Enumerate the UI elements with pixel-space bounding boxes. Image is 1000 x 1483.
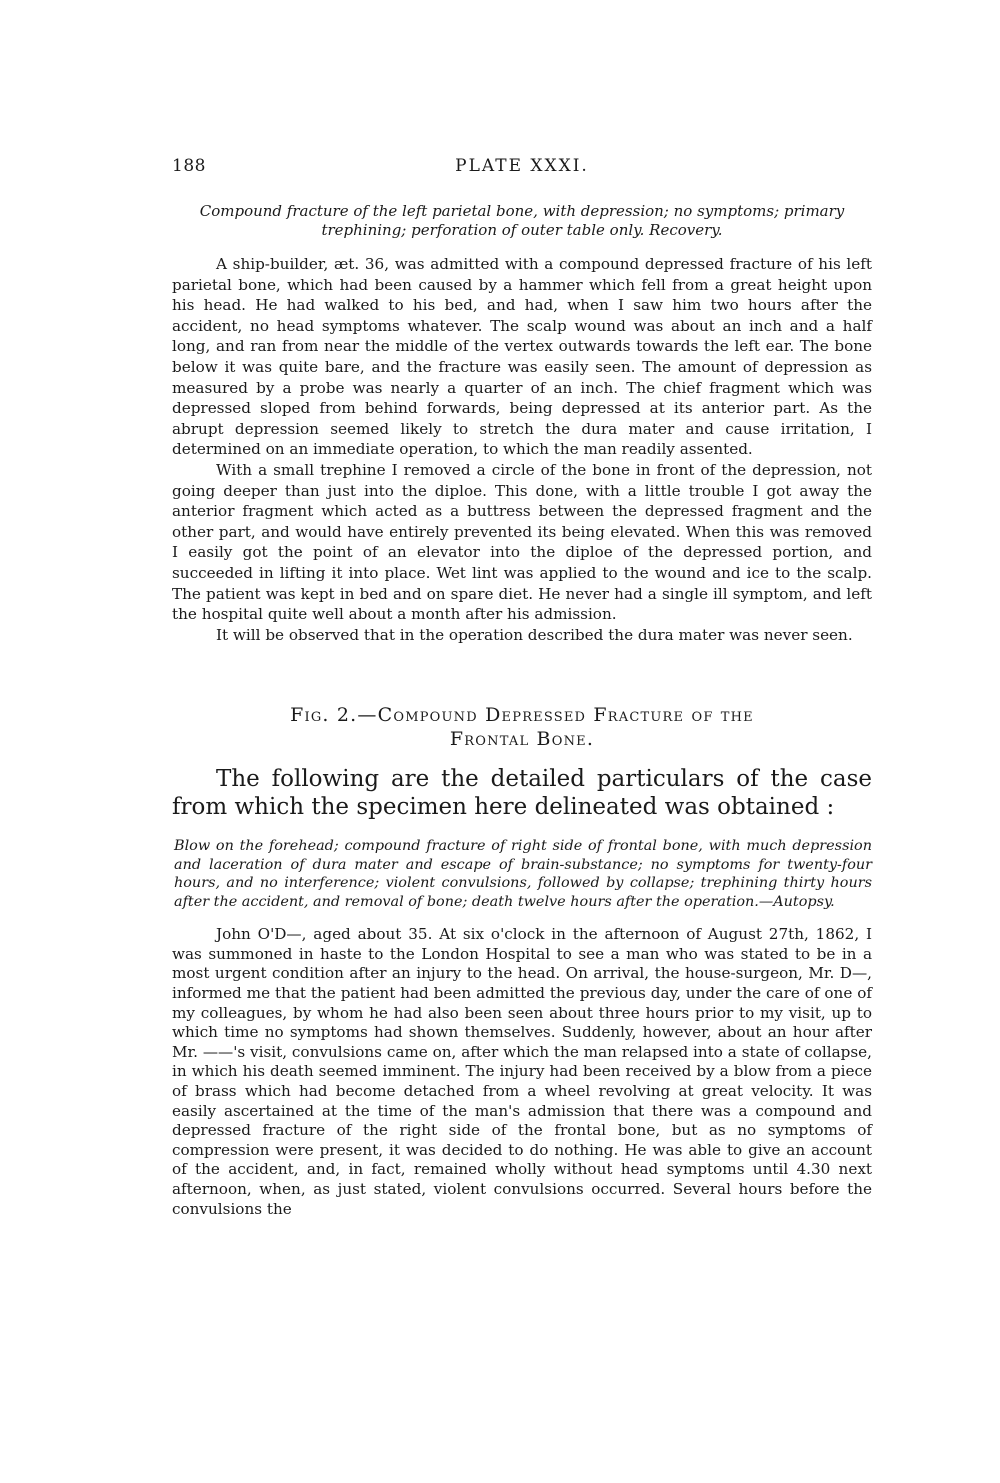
plate-title: PLATE XXXI. [455, 156, 589, 176]
case-heading: Compound fracture of the left parietal bone, with depression; no symptoms; primary trephining; perforation of outer table only. Recovery. [199, 202, 845, 239]
case-paragraph: With a small trephine I removed a circle of the bone in front of the depression, not going deeper than just into the diploe. This done, with a little trouble I got away the anterior fragment which acted as a buttress between the depressed fragment and the other part, and would have entirely prevented its being elevated. When this was removed I easily got the point of an elevator into the diploe of the depressed portion, and succeeded in lifting it into place. Wet lint was applied to the wound and ice to the scalp. The patient was kept in bed and on spare diet. He never had a single ill symptom, and left the hospital quite well about a month after his admission. [172, 460, 872, 624]
figure-title: Fig. 2.—Compound Depressed Fracture of the [290, 704, 754, 727]
page [172, 150, 872, 1219]
figure-intro: The following are the detailed particulars of the case from which the specimen here delineated was obtained : [172, 766, 872, 821]
figure-case-heading: Blow on the forehead; compound fracture of right side of frontal bone, with much depression and laceration of dura mater and escape of brain-substance; no symptoms for twenty-four hours, and no interference; violent convulsions, followed by collapse; trephining thirty hours after the accident, and removal of bone; death twelve hours after the operation.—Autopsy. [174, 838, 872, 910]
page-number: 188 [172, 156, 206, 176]
section-gap [172, 645, 872, 703]
running-head [172, 150, 872, 180]
case-paragraph: A ship-builder, æt. 36, was admitted with a compound depressed fracture of his left parietal bone, which had been caused by a hammer which fell from a great height upon his head. He had walked to his bed, and had, when I saw him two hours after the accident, no head symptoms whatever. The scalp wound was about an inch and a half long, and ran from near the middle of the vertex outwards towards the left ear. The bone below it was quite bare, and the fracture was easily seen. The amount of depression as measured by a probe was nearly a quarter of an inch. The chief fragment which was depressed sloped from behind forwards, being depressed at its anterior part. As the abrupt depression seemed likely to stretch the dura mater and cause irritation, I determined on an immediate operation, to which the man readily assented. [172, 255, 872, 459]
case-paragraph: It will be observed that in the operation described the dura mater was never seen. [216, 625, 853, 644]
figure-case-paragraph: John O'D—, aged about 35. At six o'clock in the afternoon of August 27th, 1862, I was summoned in haste to the London Hospital to see a man who was stated to be in a most urgent condition after an injury to the head. On arrival, the house-surgeon, Mr. D—, informed me that the patient had been admitted the previous day, under the care of one of my colleagues, by whom he had also been seen about three hours prior to my visit, up to which time no symptoms had shown themselves. Suddenly, however, about an hour after Mr. ——'s visit, convulsions came on, after which the man relapsed into a state of collapse, in which his death seemed imminent. The injury had been received by a blow from a piece of brass which had become detached from a wheel revolving at great velocity. It was easily ascertained at the time of the man's admission that there was a compound and depressed fracture of the right side of the frontal bone, but as no symptoms of compression were present, it was decided to do nothing. He was able to give an account of the accident, and, in fact, remained wholly without head symptoms until 4.30 next afternoon, when, as just stated, violent convulsions occurred. Several hours before the convulsions the [172, 925, 872, 1218]
figure-title-continued: Frontal Bone. [449, 728, 595, 751]
